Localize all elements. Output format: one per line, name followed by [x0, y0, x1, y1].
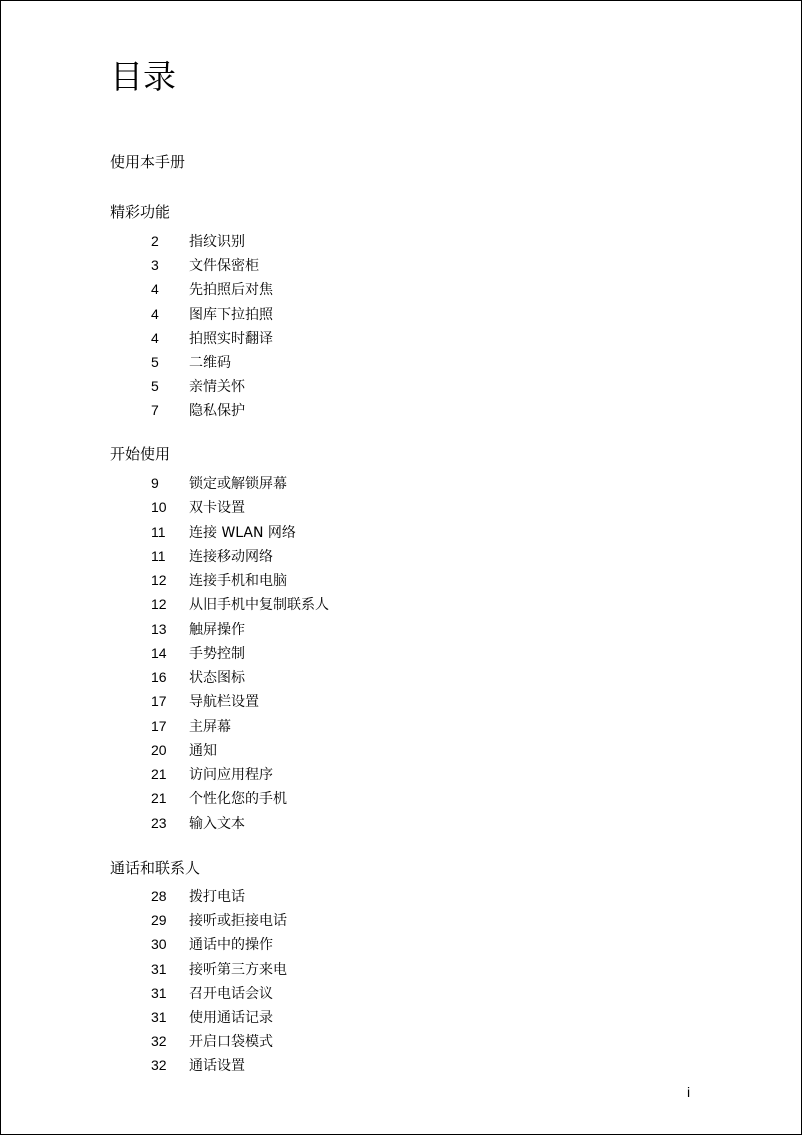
toc-entry-page: 2	[151, 233, 159, 249]
toc-entry-label: 开启口袋模式	[189, 1034, 273, 1051]
toc-entry-label: 通知	[189, 742, 217, 759]
toc-entry[interactable]	[151, 887, 245, 906]
toc-entry-page: 31	[151, 960, 167, 977]
toc-entry-page: 4	[151, 329, 159, 346]
toc-entry-label: 输入文本	[189, 815, 245, 832]
toc-entry[interactable]	[151, 547, 273, 566]
toc-entry[interactable]	[151, 765, 273, 784]
page-number: i	[687, 1084, 691, 1100]
toc-entry-label: 状态图标	[189, 670, 245, 686]
toc-entry[interactable]	[151, 1008, 273, 1027]
toc-entry-label: 亲情关怀	[189, 379, 245, 396]
toc-entry-label: 双卡设置	[189, 500, 245, 517]
toc-entry-label: 触屏操作	[189, 621, 245, 638]
toc-entry-label: 连接 WLAN 网络	[189, 524, 296, 541]
toc-entry[interactable]	[151, 1056, 245, 1075]
toc-entry-label: 手势控制	[189, 645, 245, 662]
toc-entry-label: 访问应用程序	[189, 767, 273, 783]
toc-entry-label: 接听或拒接电话	[189, 913, 287, 930]
toc-entry-page: 4	[151, 305, 159, 322]
toc-entry-label: 连接手机和电脑	[189, 573, 287, 589]
table-of-contents	[1, 1, 801, 1134]
toc-entry[interactable]	[151, 329, 273, 348]
section-heading: 开始使用	[110, 445, 171, 463]
toc-entry-label: 通话设置	[189, 1058, 245, 1075]
toc-entry[interactable]	[151, 741, 217, 760]
toc-entry-page: 21	[151, 766, 167, 782]
toc-entry-label: 从旧手机中复制联系人	[189, 597, 329, 614]
toc-entry-page: 31	[151, 984, 167, 1001]
toc-entry-label: 锁定或解锁屏幕	[189, 476, 287, 492]
toc-entry-page: 32	[151, 1033, 167, 1050]
toc-entry[interactable]	[151, 911, 287, 930]
toc-entry-label: 通话中的操作	[189, 937, 273, 954]
toc-entry[interactable]	[151, 401, 245, 420]
toc-entry-label: 连接移动网络	[189, 548, 273, 565]
toc-entry-page: 12	[151, 596, 167, 613]
toc-entry-page: 12	[151, 572, 167, 588]
toc-entry[interactable]	[151, 377, 245, 396]
toc-entry-page: 3	[151, 257, 159, 274]
toc-entry-page: 11	[151, 523, 166, 540]
toc-entry[interactable]	[151, 595, 329, 614]
page-title: 目录	[110, 57, 176, 96]
toc-entry[interactable]	[151, 474, 287, 493]
toc-entry-page: 31	[151, 1009, 167, 1025]
section-heading: 使用本手册	[110, 153, 186, 171]
toc-entry-page: 16	[151, 669, 167, 685]
toc-entry-page: 10	[151, 499, 167, 516]
toc-entry-page: 17	[151, 693, 167, 710]
toc-entry-label: 主屏幕	[189, 718, 231, 735]
toc-entry[interactable]	[151, 668, 245, 687]
toc-entry[interactable]	[151, 280, 273, 299]
toc-entry[interactable]	[151, 717, 231, 736]
toc-entry-page: 29	[151, 912, 167, 929]
toc-entry[interactable]	[151, 353, 231, 372]
toc-entry-label: 接听第三方来电	[189, 961, 287, 978]
toc-entry[interactable]	[151, 814, 245, 833]
section-heading: 精彩功能	[110, 203, 171, 221]
toc-entry-label: 拍照实时翻译	[189, 330, 273, 347]
toc-entry[interactable]	[151, 620, 245, 639]
toc-entry-page: 32	[151, 1057, 167, 1074]
toc-entry-label: 使用通话记录	[189, 1010, 273, 1026]
toc-entry-page: 17	[151, 717, 167, 734]
toc-entry-page: 5	[151, 354, 159, 370]
toc-entry[interactable]	[151, 571, 287, 590]
toc-entry-label: 隐私保护	[189, 403, 245, 420]
toc-entry-label: 拨打电话	[189, 889, 245, 905]
toc-entry[interactable]	[151, 960, 287, 979]
toc-entry[interactable]	[151, 935, 273, 954]
toc-entry-page: 5	[151, 378, 159, 395]
toc-entry-label: 召开电话会议	[189, 985, 273, 1002]
toc-entry[interactable]	[151, 692, 259, 711]
toc-entry-page: 14	[151, 644, 167, 661]
toc-entry[interactable]	[151, 256, 259, 275]
toc-entry[interactable]	[151, 644, 245, 663]
toc-entry-label: 先拍照后对焦	[189, 282, 273, 299]
toc-entry[interactable]	[151, 498, 245, 517]
toc-entry-page: 13	[151, 620, 167, 637]
toc-entry-page: 20	[151, 741, 167, 758]
toc-entry[interactable]	[151, 1032, 273, 1051]
toc-entry[interactable]	[151, 305, 273, 324]
toc-entry-page: 7	[151, 402, 159, 419]
toc-entry-label: 图库下拉拍照	[189, 306, 273, 323]
toc-entry-page: 11	[151, 547, 166, 564]
toc-entry-label: 导航栏设置	[189, 694, 259, 711]
toc-entry-page: 28	[151, 888, 167, 904]
toc-entry-label: 个性化您的手机	[189, 791, 287, 808]
toc-entry-page: 30	[151, 936, 167, 953]
toc-entry[interactable]	[151, 523, 296, 542]
section-heading: 通话和联系人	[110, 859, 201, 877]
toc-entry[interactable]	[151, 232, 245, 251]
toc-entry-label: 指纹识别	[189, 234, 245, 250]
toc-entry-page: 9	[151, 475, 159, 491]
toc-entry-label: 二维码	[189, 355, 231, 371]
toc-entry-page: 23	[151, 814, 167, 831]
toc-entry-page: 21	[151, 790, 167, 807]
toc-entry-page: 4	[151, 281, 159, 298]
toc-entry[interactable]	[151, 984, 273, 1003]
toc-entry-label: 文件保密柜	[189, 258, 259, 275]
toc-entry[interactable]	[151, 789, 287, 808]
